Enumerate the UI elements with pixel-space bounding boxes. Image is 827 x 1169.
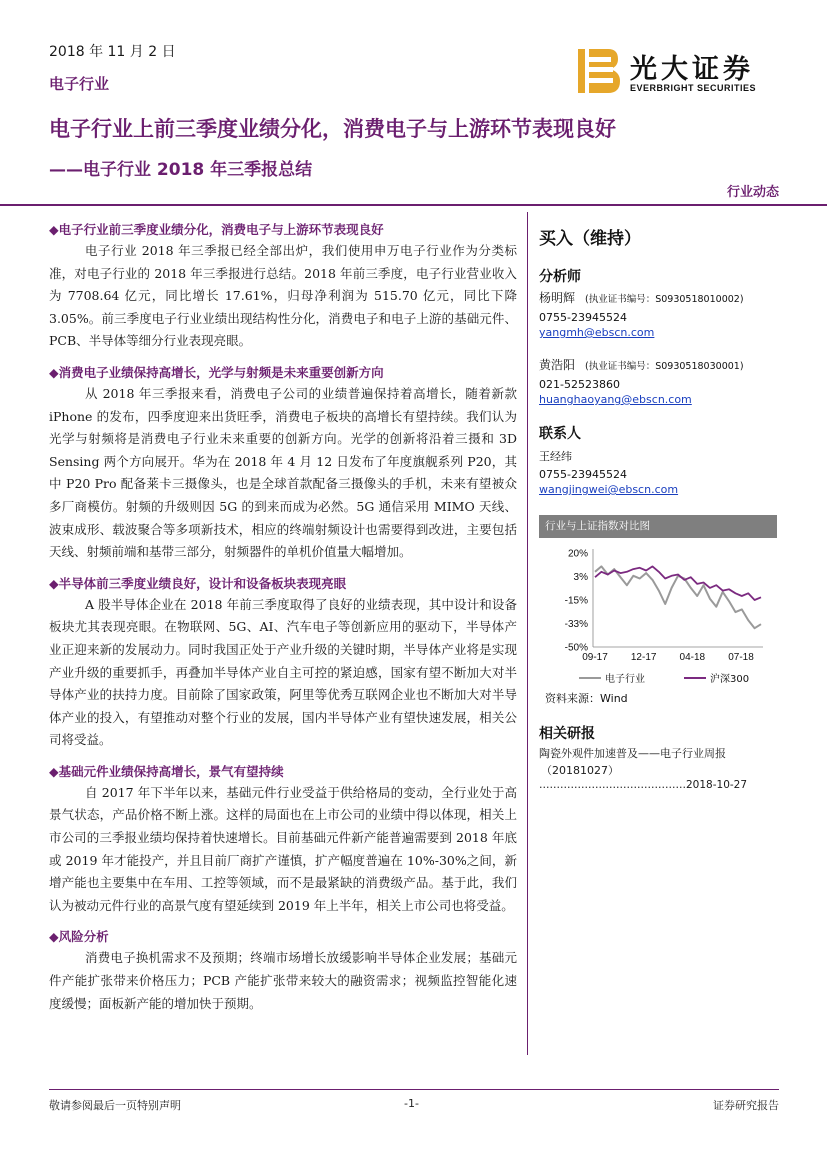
x-tick-label: 09-17 xyxy=(582,652,608,663)
chart-title: 行业与上证指数对比图 xyxy=(539,515,777,538)
analyst-phone: 021-52523860 xyxy=(539,378,620,391)
analyst-email-link[interactable]: yangmh@ebscn.com xyxy=(539,326,655,339)
header-divider xyxy=(0,204,827,206)
logo-mark-icon xyxy=(578,45,622,95)
analyst-card xyxy=(539,291,779,340)
rating: 买入（维持） xyxy=(539,229,641,249)
report-type-tag: 行业动态 xyxy=(726,185,779,200)
section-heading: ◆电子行业前三季度业绩分化，消费电子与上游环节表现良好 xyxy=(49,222,384,237)
contact-name: 王经纬 xyxy=(539,450,572,463)
related-report-code: （20181027） xyxy=(541,764,619,777)
analyst-cert: (执业证书编号：S0930518010002) xyxy=(585,294,744,305)
analyst-cert: (执业证书编号：S0930518030001) xyxy=(585,361,744,372)
series-line xyxy=(595,566,761,600)
comparison-chart xyxy=(539,540,779,690)
logo-chinese-name: 光大证券 xyxy=(630,54,754,85)
contact-card xyxy=(539,449,779,497)
y-tick-label: 20% xyxy=(567,548,588,560)
logo-english-name: EVERBRIGHT SECURITIES xyxy=(630,83,757,93)
page-number: -1- xyxy=(404,1097,419,1110)
analyst-name: 黄浩阳 xyxy=(539,358,576,372)
contact-phone: 0755-23945524 xyxy=(539,468,627,481)
y-tick-label: -15% xyxy=(564,595,588,607)
analyst-phone: 0755-23945524 xyxy=(539,311,627,324)
section-heading: ◆基础元件业绩保持高增长，景气有望持续 xyxy=(49,763,284,779)
section-body: 自 2017 年下半年以来，基础元件行业受益于供给格局的变动，全行业处于高景气状态，产品价格不断上涨。这样的局面也在上市公司的业绩中得以体现，相关上市公司的三季报业绩均保持着快速增长。目前基础元件新产能普遍需要到 2018 年底或 2019 年才能投产，并且目前厂商扩产谨慎，扩产幅度普遍在 10%-30%之间，新增产能也主要集中在车用、工控等领域，而不是最紧缺的消费级产品。基于此，我们认为被动元件行业的高景气度有望延续到 2019 年上半年，相关上市公司也将受益。 xyxy=(49,784,517,913)
column-divider xyxy=(527,212,528,1055)
analyst-name: 杨明辉 xyxy=(539,291,576,305)
related-research xyxy=(539,723,779,791)
report-subtitle: ——电子行业 2018 年三季报总结 xyxy=(49,160,313,180)
section-heading: ◆消费电子业绩保持高增长，光学与射频是未来重要创新方向 xyxy=(49,364,384,380)
section-body: 消费电子换机需求不及预期；终端市场增长放缓影响半导体企业发展；基础元件产能扩张带来价格压力；PCB 产能扩张带来较大的融资需求；视频监控智能化速度缓慢；面板新产能的增加快于预期。 xyxy=(49,950,517,1011)
footer-report-type: 证券研究报告 xyxy=(713,1099,779,1112)
contact-email-link[interactable]: wangjingwei@ebscn.com xyxy=(539,483,679,496)
footer-disclaimer: 敬请参阅最后一页特别声明 xyxy=(49,1099,181,1112)
y-tick-label: 3% xyxy=(573,572,588,583)
contact-heading: 联系人 xyxy=(539,426,581,442)
x-tick-label: 12-17 xyxy=(630,652,657,663)
legend-label: 沪深300 xyxy=(710,674,750,685)
x-tick-label: 04-18 xyxy=(679,652,706,663)
report-title: 电子行业上前三季度业绩分化，消费电子与上游环节表现良好 xyxy=(49,117,616,141)
related-report-date: ……………………………………2018-10-27 xyxy=(539,779,748,791)
legend-label: 电子行业 xyxy=(605,674,645,685)
sidebar xyxy=(539,224,779,497)
y-tick-label: -33% xyxy=(564,619,588,630)
section-heading: ◆风险分析 xyxy=(49,929,109,945)
industry-label: 电子行业 xyxy=(49,75,110,93)
related-report-title[interactable]: 陶瓷外观件加速普及——电子行业周报 xyxy=(539,747,726,760)
section-body: A 股半导体企业在 2018 年前三季度取得了良好的业绩表现，其中设计和设备板块尤其表现亮眼。在物联网、5G、AI、汽车电子等创新应用的驱动下，半导体产业正迎来新的发展动力。同时我国正处于产业升级的关键时期，半导体产业将是实现产业升级的重要抓手，再叠加半导体产业自主可控的紧迫感，国家有望不断加大对半导体产业的扶持力度。目前除了国家政策，阿里等优秀互联网企业也不断加大对半导体产业的投入，有望推动对整个行业的发展，国内半导体产业有望快速发展，相关公司将受益。 xyxy=(49,596,517,748)
related-heading: 相关研报 xyxy=(539,726,595,742)
y-tick-label: -50% xyxy=(564,642,588,654)
section-heading: ◆半导体前三季度业绩良好，设计和设备板块表现亮眼 xyxy=(49,575,347,591)
section-body: 电子行业 2018 年三季报已经全部出炉，我们使用申万电子行业作为分类标准，对电子行业的 2018 年三季报进行总结。2018 年前三季度，电子行业营业收入为 7708.64 亿元，同比增长 17.61%，归母净利润为 515.70 亿元，同比下降 3.05%。前三季度电子行业业绩出现结构性分化，消费电子和电子上游的基础元件、PCB、半导体等细分行业表现亮眼。 xyxy=(49,243,517,349)
company-logo xyxy=(578,45,778,97)
chart-source: 资料来源：Wind xyxy=(545,692,628,705)
report-date: 2018 年 11 月 2 日 xyxy=(49,44,176,60)
section-body: 从 2018 年三季报来看，消费电子公司的业绩普遍保持着高增长，随着新款 iPhone 的发布，四季度迎来出货旺季，消费电子板块的高增长有望持续。我们认为光学与射频将是消费电子行业未来重要的创新方向。光学的创新将沿着三摄和 3D Sensing 两个方向展开。华为在 2018 年 4 月 12 日发布了年度旗舰系列 P20，其中 P20 Pro 配备莱卡三摄像头，也是全球首款配备三摄像头的手机，未来有望被众多厂商模仿。射频的升级则因 5G 的到来而成为必然。5G 通信采用 MIMO 天线、波束成形、载波聚合等多项新技术，相应的终端射频设计也需要得到改进，主要包括天线、射频前端和基带三部分，射频器件的单机价值量大幅增加。 xyxy=(49,385,517,560)
analysts-heading: 分析师 xyxy=(539,269,581,285)
main-content xyxy=(49,216,517,1015)
analyst-card xyxy=(539,358,779,407)
analyst-email-link[interactable]: huanghaoyang@ebscn.com xyxy=(539,393,692,406)
footer-divider xyxy=(49,1089,779,1090)
x-tick-label: 07-18 xyxy=(728,652,754,663)
